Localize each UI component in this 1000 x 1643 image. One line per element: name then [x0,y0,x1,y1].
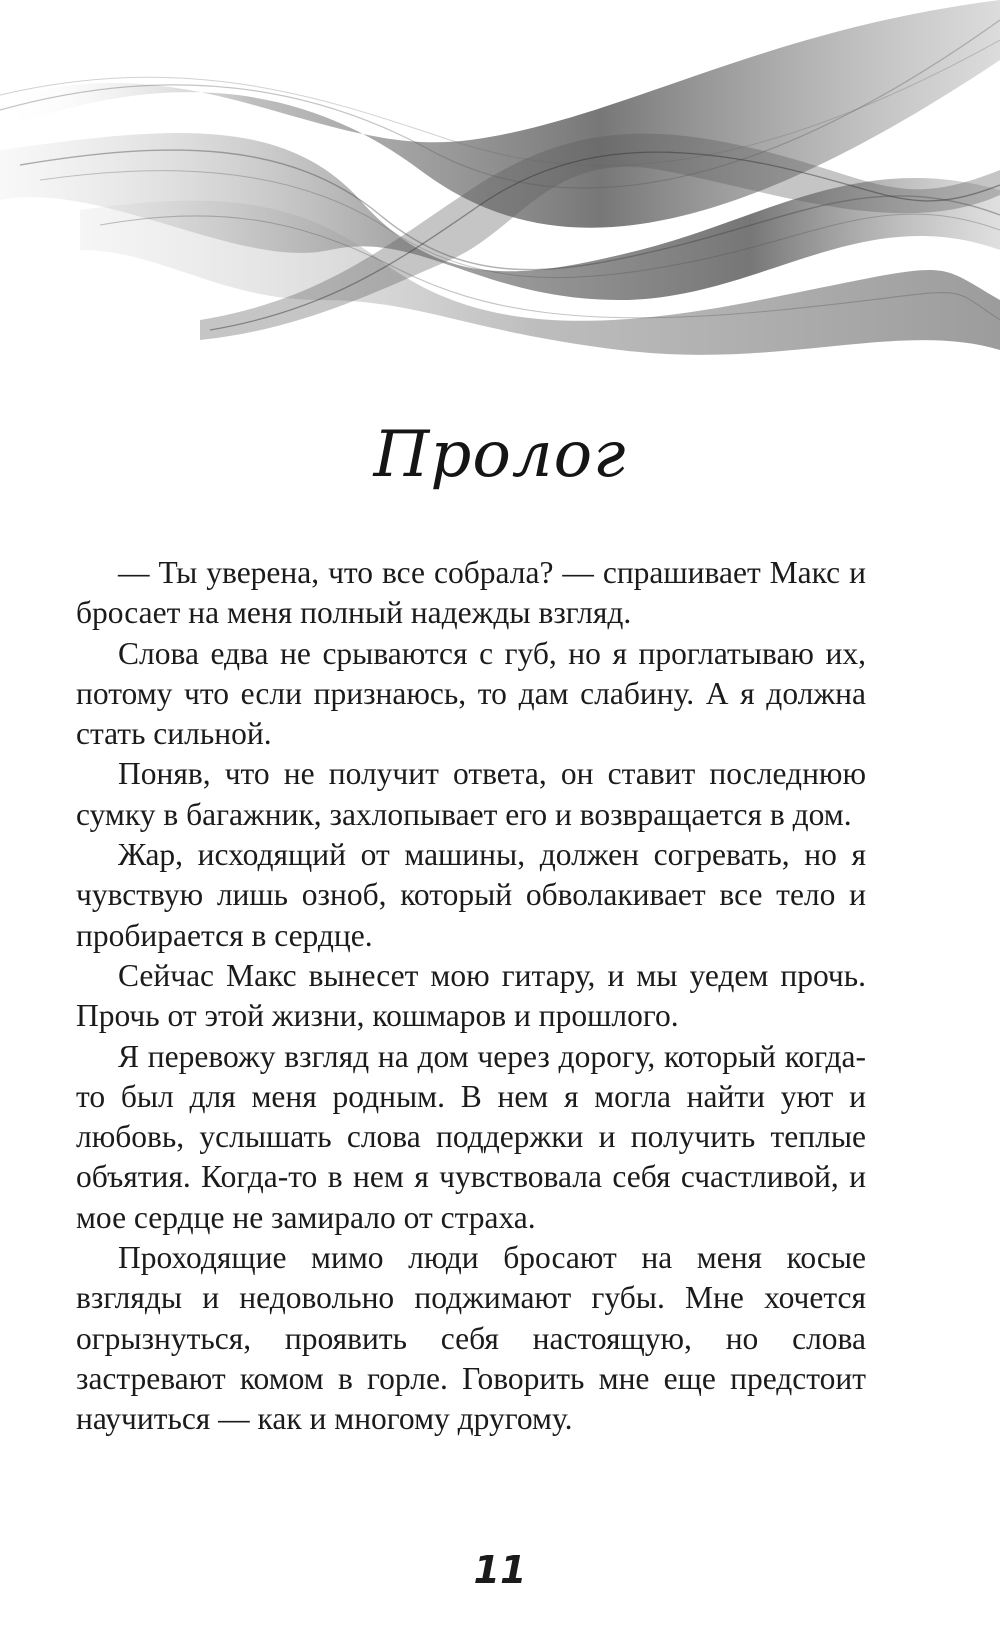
paragraph: Поняв, что не получит ответа, он ставит последнюю сумку в багажник, захлопывает его и возвращается в дом. [76,756,866,832]
paragraph: Слова едва не срываются с губ, но я проглатываю их, потому что если признаюсь, то дам слабину. А я должна стать сильной. [76,635,866,752]
chapter-title: Пролог [373,418,627,492]
paragraph: Сейчас Макс вынесет мою гитару, и мы уедем прочь. Прочь от этой жизни, кошмаров и прошлого. [76,957,866,1034]
body-text [76,553,866,1440]
paragraph: Жар, исходящий от машины, должен согревать, но я чувствую лишь озноб, который обволакивает все тело и пробирается в сердце. [76,837,866,953]
paragraph: Проходящие мимо люди бросают на меня косые взгляды и недовольно поджимают губы. Мне хочется огрызнуться, проявить себя настоящую, но слова застревают комом в горле. Говорить мне еще предстоит научиться — как и многому другому. [76,1240,866,1437]
page-number: 11 [473,1548,527,1592]
ribbon-ornament [0,0,1000,390]
paragraph: Я перевожу взгляд на дом через дорогу, который когда-то был для меня родным. В нем я могла найти уют и любовь, услышать слова поддержки и получить теплые объятия. Когда-то в нем я чувствовала себя счастливой, и мое сердце не замирало от страха. [76,1038,866,1235]
paragraph: — Ты уверена, что все собрала? — спрашивает Макс и бросает на меня полный надежды взгляд. [76,555,866,631]
